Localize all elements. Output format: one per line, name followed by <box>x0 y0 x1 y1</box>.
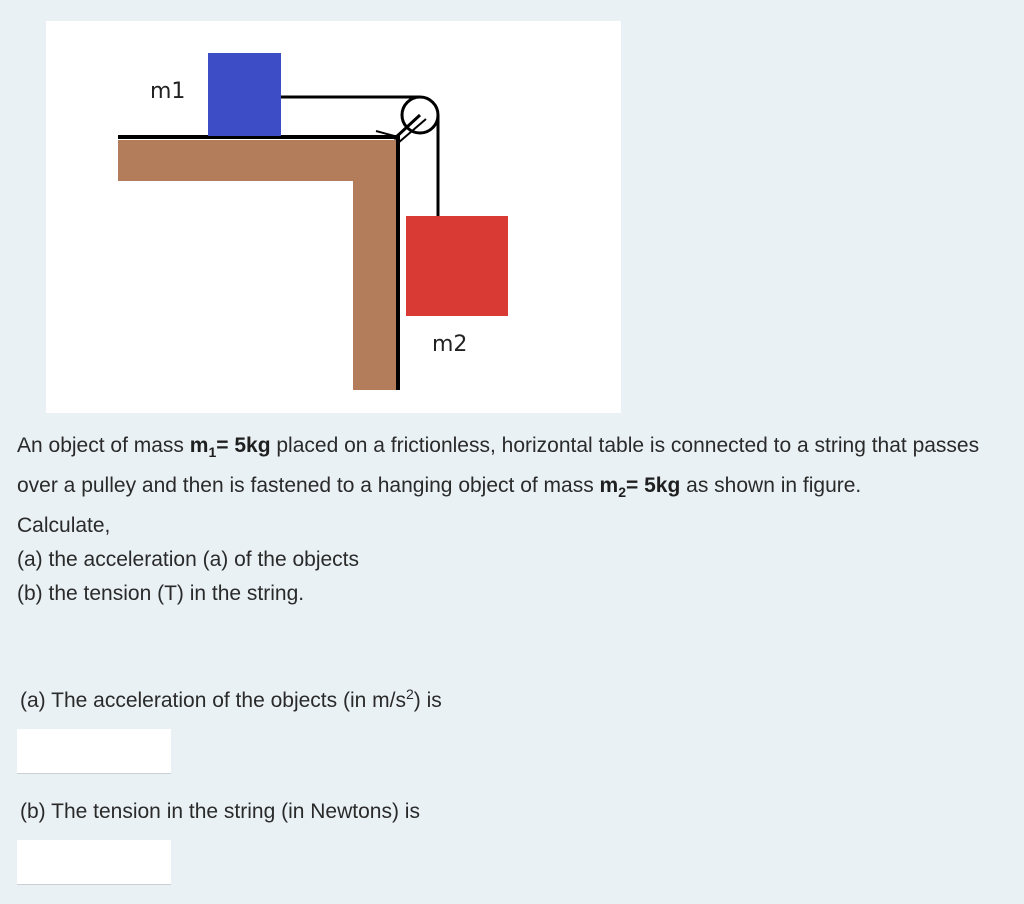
answer-a-block <box>17 679 442 774</box>
answer-a-label <box>17 679 442 716</box>
block-m1 <box>208 53 281 136</box>
acceleration-answer-input[interactable] <box>17 729 171 774</box>
pulley-diagram <box>46 21 621 413</box>
answer-a-label-suffix: ) is <box>413 689 442 712</box>
answer-a-label-text: (a) The acceleration of the objects (in m/s <box>20 689 406 712</box>
tension-answer-input[interactable] <box>17 840 171 885</box>
table-leg <box>353 140 400 390</box>
mass-m2 <box>599 474 681 501</box>
question-middle: placed on a frictionless, horizontal table is connected to a string that passes over a pulley and then is fastened to a hanging object of mass <box>17 434 980 498</box>
part-b-text: (b) the tension (T) in the string. <box>17 582 305 606</box>
m1-subscript: 1 <box>208 444 217 461</box>
question-intro: An object of mass <box>17 434 190 457</box>
calculate-heading: Calculate, <box>17 514 111 538</box>
label-m1: m1 <box>150 79 186 104</box>
label-m2: m2 <box>432 332 468 357</box>
question-suffix: as shown in figure. <box>680 474 862 498</box>
answer-b-label: (b) The tension in the string (in Newtons) is <box>20 800 420 823</box>
m2-symbol: m <box>599 474 619 498</box>
m1-symbol: m <box>189 434 209 457</box>
m2-value: = 5kg <box>626 474 681 498</box>
m1-value: = 5kg <box>216 434 271 457</box>
part-a-text: (a) the acceleration (a) of the objects <box>17 548 360 572</box>
m2-subscript: 2 <box>618 484 627 501</box>
question-text <box>17 429 1012 611</box>
block-m2 <box>406 216 508 316</box>
mass-m1 <box>189 434 271 461</box>
question-paragraph <box>17 429 1012 509</box>
problem-figure <box>46 21 621 413</box>
answer-b-block <box>17 797 420 885</box>
answer-a-label-sup: 2 <box>405 686 414 702</box>
